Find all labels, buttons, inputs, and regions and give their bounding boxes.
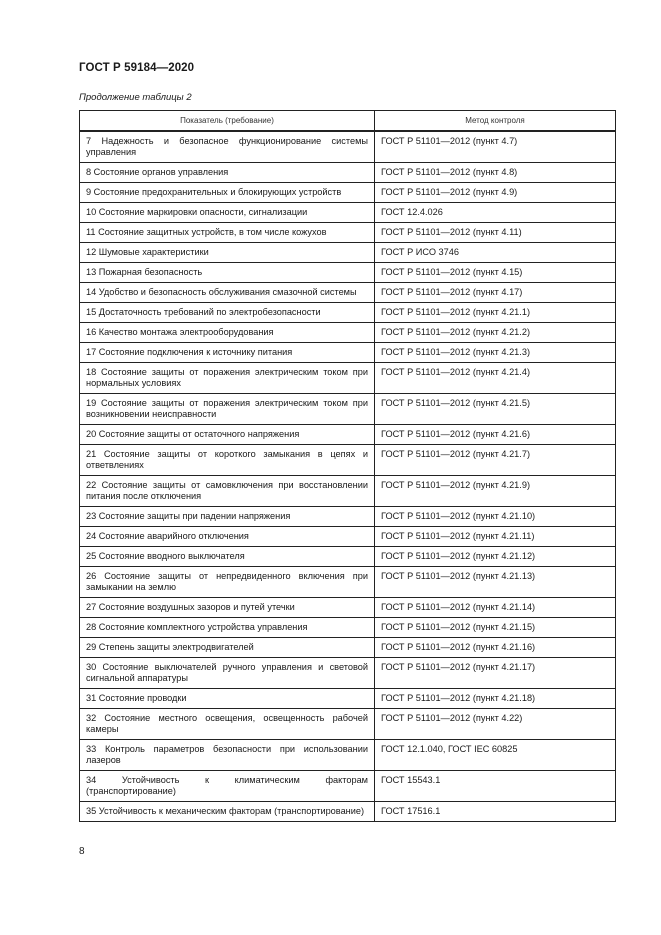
indicator-cell: 27 Состояние воздушных зазоров и путей утечки [80, 598, 375, 618]
method-cell: ГОСТ Р 51101—2012 (пункт 4.17) [375, 283, 616, 303]
table-row [80, 476, 616, 507]
indicator-cell: 8 Состояние органов управления [80, 163, 375, 183]
table-row [80, 163, 616, 183]
table-row [80, 183, 616, 203]
table-row [80, 303, 616, 323]
table-row [80, 689, 616, 709]
table-caption: Продолжение таблицы 2 [79, 92, 192, 103]
method-cell: ГОСТ Р 51101—2012 (пункт 4.22) [375, 709, 616, 740]
indicator-cell: 11 Состояние защитных устройств, в том числе кожухов [80, 223, 375, 243]
indicator-cell: 19 Состояние защиты от поражения электрическим током при возникновении неисправности [80, 394, 375, 425]
method-cell: ГОСТ Р 51101—2012 (пункт 4.21.2) [375, 323, 616, 343]
method-cell: ГОСТ Р 51101—2012 (пункт 4.21.18) [375, 689, 616, 709]
table-row [80, 709, 616, 740]
indicator-cell: 33 Контроль параметров безопасности при использовании лазеров [80, 740, 375, 771]
indicator-cell: 15 Достаточность требований по электробезопасности [80, 303, 375, 323]
table-row [80, 263, 616, 283]
method-cell: ГОСТ 12.4.026 [375, 203, 616, 223]
table-row [80, 527, 616, 547]
method-cell: ГОСТ 15543.1 [375, 771, 616, 802]
table-body [80, 131, 616, 822]
method-cell: ГОСТ Р 51101—2012 (пункт 4.21.5) [375, 394, 616, 425]
indicator-cell: 26 Состояние защиты от непредвиденного включения при замыкании на землю [80, 567, 375, 598]
table-row [80, 618, 616, 638]
method-cell: ГОСТ Р 51101—2012 (пункт 4.21.1) [375, 303, 616, 323]
method-cell: ГОСТ Р 51101—2012 (пункт 4.21.10) [375, 507, 616, 527]
document-header: ГОСТ Р 59184—2020 [79, 62, 195, 74]
table-row [80, 802, 616, 822]
indicator-cell: 29 Степень защиты электродвигателей [80, 638, 375, 658]
table-row [80, 363, 616, 394]
method-cell: ГОСТ Р 51101—2012 (пункт 4.9) [375, 183, 616, 203]
table-row [80, 771, 616, 802]
indicator-cell: 28 Состояние комплектного устройства управления [80, 618, 375, 638]
table-row [80, 638, 616, 658]
indicator-cell: 18 Состояние защиты от поражения электрическим током при нормальных условиях [80, 363, 375, 394]
indicator-cell: 16 Качество монтажа электрооборудования [80, 323, 375, 343]
method-cell: ГОСТ Р 51101—2012 (пункт 4.21.14) [375, 598, 616, 618]
table-row [80, 445, 616, 476]
requirements-table [79, 110, 616, 822]
table-row [80, 323, 616, 343]
method-cell: ГОСТ 12.1.040, ГОСТ IEC 60825 [375, 740, 616, 771]
indicator-cell: 14 Удобство и безопасность обслуживания смазочной системы [80, 283, 375, 303]
indicator-cell: 31 Состояние проводки [80, 689, 375, 709]
table-row [80, 203, 616, 223]
method-cell: ГОСТ Р 51101—2012 (пункт 4.8) [375, 163, 616, 183]
table-row [80, 425, 616, 445]
indicator-cell: 30 Состояние выключателей ручного управления и световой сигнальной аппаратуры [80, 658, 375, 689]
method-cell: ГОСТ Р 51101—2012 (пункт 4.7) [375, 131, 616, 163]
table-row [80, 394, 616, 425]
indicator-cell: 12 Шумовые характеристики [80, 243, 375, 263]
method-cell: ГОСТ Р 51101—2012 (пункт 4.21.7) [375, 445, 616, 476]
method-cell: ГОСТ Р 51101—2012 (пункт 4.21.4) [375, 363, 616, 394]
method-cell: ГОСТ Р 51101—2012 (пункт 4.21.6) [375, 425, 616, 445]
column-header-method: Метод контроля [375, 111, 616, 132]
column-header-indicator: Показатель (требование) [80, 111, 375, 132]
indicator-cell: 13 Пожарная безопасность [80, 263, 375, 283]
table-row [80, 658, 616, 689]
method-cell: ГОСТ Р 51101—2012 (пункт 4.11) [375, 223, 616, 243]
method-cell: ГОСТ 17516.1 [375, 802, 616, 822]
table-row [80, 243, 616, 263]
method-cell: ГОСТ Р 51101—2012 (пункт 4.21.13) [375, 567, 616, 598]
page-number: 8 [79, 846, 85, 857]
indicator-cell: 23 Состояние защиты при падении напряжения [80, 507, 375, 527]
table-row [80, 507, 616, 527]
method-cell: ГОСТ Р 51101—2012 (пункт 4.21.3) [375, 343, 616, 363]
indicator-cell: 22 Состояние защиты от самовключения при восстановлении питания после отключения [80, 476, 375, 507]
indicator-cell: 34 Устойчивость к климатическим факторам (транспортирование) [80, 771, 375, 802]
method-cell: ГОСТ Р ИСО 3746 [375, 243, 616, 263]
indicator-cell: 7 Надежность и безопасное функционирование системы управления [80, 131, 375, 163]
indicator-cell: 20 Состояние защиты от остаточного напряжения [80, 425, 375, 445]
indicator-cell: 24 Состояние аварийного отключения [80, 527, 375, 547]
table-row [80, 131, 616, 163]
method-cell: ГОСТ Р 51101—2012 (пункт 4.21.17) [375, 658, 616, 689]
table-row [80, 598, 616, 618]
indicator-cell: 32 Состояние местного освещения, освещенность рабочей камеры [80, 709, 375, 740]
table-row [80, 547, 616, 567]
method-cell: ГОСТ Р 51101—2012 (пункт 4.21.15) [375, 618, 616, 638]
table-row [80, 223, 616, 243]
method-cell: ГОСТ Р 51101—2012 (пункт 4.15) [375, 263, 616, 283]
table-row [80, 567, 616, 598]
indicator-cell: 10 Состояние маркировки опасности, сигнализации [80, 203, 375, 223]
table-row [80, 740, 616, 771]
indicator-cell: 9 Состояние предохранительных и блокирующих устройств [80, 183, 375, 203]
table-header-row [80, 111, 616, 132]
table-row [80, 343, 616, 363]
indicator-cell: 25 Состояние вводного выключателя [80, 547, 375, 567]
indicator-cell: 35 Устойчивость к механическим факторам (транспортирование) [80, 802, 375, 822]
method-cell: ГОСТ Р 51101—2012 (пункт 4.21.12) [375, 547, 616, 567]
table-row [80, 283, 616, 303]
indicator-cell: 21 Состояние защиты от короткого замыкания в цепях и ответвлениях [80, 445, 375, 476]
method-cell: ГОСТ Р 51101—2012 (пункт 4.21.16) [375, 638, 616, 658]
method-cell: ГОСТ Р 51101—2012 (пункт 4.21.11) [375, 527, 616, 547]
method-cell: ГОСТ Р 51101—2012 (пункт 4.21.9) [375, 476, 616, 507]
indicator-cell: 17 Состояние подключения к источнику питания [80, 343, 375, 363]
